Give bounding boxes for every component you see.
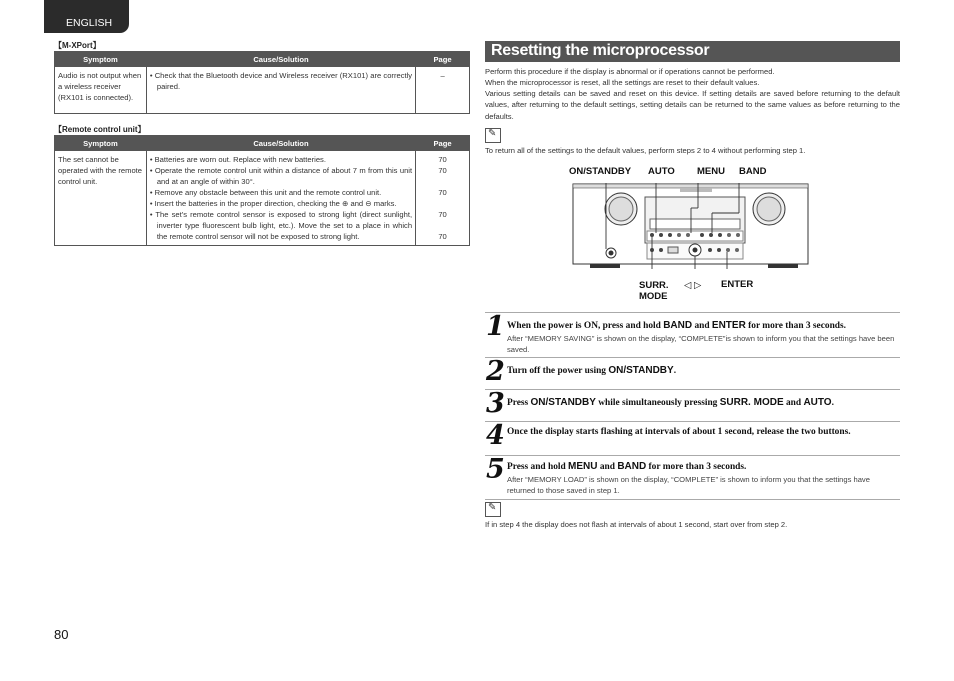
mxport-table (54, 51, 470, 114)
step-detail: After “MEMORY LOAD” is shown on the display, “COMPLETE” is shown to inform you that the settings have returned to those saved in step 1. (507, 475, 870, 496)
mxport-section-title: 【M-XPort】 (54, 41, 101, 50)
section-heading-bar (485, 41, 900, 62)
note-text: If in step 4 the display does not flash at intervals of about 1 second, start over from step 2. (485, 520, 788, 529)
page-ref: 70 (438, 155, 447, 164)
page-ref: 70 (438, 166, 447, 175)
table-header-row (55, 136, 470, 151)
language-tab (44, 0, 129, 33)
mode-label: MODE (639, 291, 668, 302)
page-ref: 70 (438, 232, 447, 241)
remote-section-title: 【Remote control unit】 (54, 125, 146, 134)
note-text: To return all of the settings to the default values, perform steps 2 to 4 without performing step 1. (485, 146, 806, 155)
cause-item: • The set’s remote control sensor is exposed to strong light (direct sunlight, inverter type fluorescent bulb light, etc.). Move the set to a place in which the remote control sensor will not be exposed to strong light. (149, 210, 413, 241)
note-pencil-icon (485, 128, 501, 143)
auto-label: AUTO (648, 166, 675, 177)
step-number: 2 (486, 356, 505, 387)
step-item (485, 390, 900, 422)
cause-cell (146, 67, 415, 114)
cause-item: • Operate the remote control unit within a distance of about 7 m from this unit and at an angle of within 30°. (149, 166, 413, 186)
symptom-cell: Audio is not output when a wireless receiver (RX101 is connected). (55, 67, 147, 114)
cause-item: • Batteries are worn out. Replace with new batteries. (149, 155, 326, 164)
intro-line: Perform this procedure if the display is abnormal or if operations cannot be performed. (485, 67, 775, 76)
arrows-label: ◁ ▷ (684, 280, 702, 291)
column-header: Symptom (55, 136, 147, 151)
step-number: 5 (486, 454, 505, 485)
menu-label: MENU (697, 166, 725, 177)
page-cell: – (416, 67, 470, 114)
intro-text (485, 66, 900, 122)
cause-item: • Insert the batteries in the proper direction, checking the ⊕ and ⊖ marks. (149, 199, 397, 208)
step-item (485, 358, 900, 390)
note-pencil-icon (485, 502, 501, 517)
table-row (55, 151, 470, 246)
table-row (55, 67, 470, 114)
step-number: 4 (486, 420, 505, 451)
cause-item: • Remove any obstacle between this unit and the remote control unit. (149, 188, 382, 197)
page-ref: 70 (438, 188, 447, 197)
symptom-cell: The set cannot be operated with the remote control unit. (55, 151, 147, 246)
cause-cell (146, 151, 415, 246)
step-instruction: Once the display starts flashing at intervals of about 1 second, release the two buttons. (507, 427, 851, 437)
enter-label: ENTER (721, 279, 754, 290)
column-header: Cause/Solution (146, 52, 415, 67)
band-label: BAND (739, 166, 767, 177)
step-instruction: Press ON/STANDBY while simultaneously pressing SURR. MODE and AUTO. (507, 397, 834, 408)
step-item (485, 422, 900, 456)
section-title: Resetting the microprocessor (491, 42, 710, 59)
column-header: Page (416, 52, 470, 67)
column-header: Symptom (55, 52, 147, 67)
step-instruction: When the power is ON, press and hold BAND and ENTER for more than 3 seconds. (507, 320, 846, 331)
step-item (485, 312, 900, 358)
intro-line: When the microprocessor is reset, all the settings are reset to their default values. (485, 78, 760, 88)
step-number: 1 (486, 311, 505, 342)
page-number: 80 (54, 627, 69, 642)
step-instruction: Press and hold MENU and BAND for more than 3 seconds. (507, 461, 747, 472)
cause-item: • Check that the Bluetooth device and Wireless receiver (RX101) are correctly paired. (149, 71, 413, 91)
step-instruction: Turn off the power using ON/STANDBY. (507, 365, 677, 376)
remote-table (54, 135, 470, 246)
steps-list (485, 312, 900, 500)
column-header: Cause/Solution (146, 136, 415, 151)
onstandby-label: ON/STANDBY (569, 166, 632, 177)
receiver-front-panel-illustration (572, 183, 809, 269)
surr-label: SURR. (639, 280, 669, 291)
step-item (485, 456, 900, 500)
step-number: 3 (486, 388, 505, 419)
language-label: ENGLISH (66, 17, 113, 29)
step-detail: After “MEMORY SAVING” is shown on the display, “COMPLETE”is shown to inform you that the settings have been saved. (507, 334, 895, 355)
table-header-row (55, 52, 470, 67)
column-header: Page (416, 136, 470, 151)
intro-line: Various setting details can be saved and reset on this device. If setting details are saved before returning to the default values, after returning to the default settings, setting details can be returned to the same values as before returning to the defaults. (485, 89, 900, 121)
page-ref: 70 (438, 210, 447, 219)
page-cell (416, 151, 470, 246)
